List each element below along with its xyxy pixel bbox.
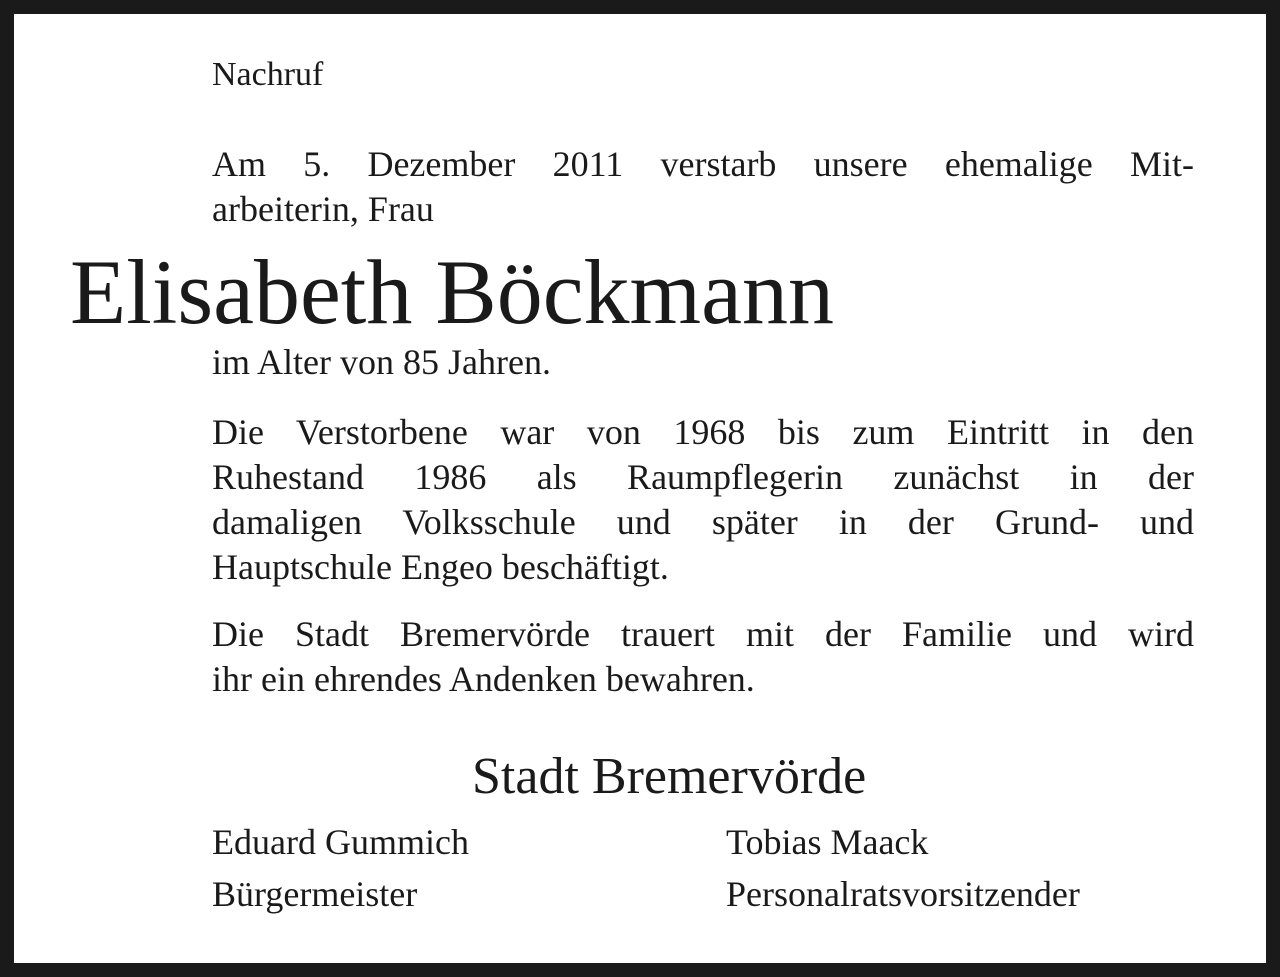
intro-line: Am 5. Dezember 2011 verstarb unsere ehemalige Mit- <box>212 144 1194 184</box>
paragraph-line: Die Verstorbene war von 1968 bis zum Eintritt in den <box>212 412 1194 452</box>
signatory-title: Bürgermeister <box>212 874 418 914</box>
signatory-name: Tobias Maack <box>726 822 929 862</box>
intro-line: arbeiterin, Frau <box>212 189 434 229</box>
signatory-title: Personalratsvorsitzender <box>726 874 1080 914</box>
paragraph-line: Ruhestand 1986 als Raumpflegerin zunächst in der <box>212 457 1194 497</box>
signatory-left <box>212 816 469 920</box>
paragraph-line: damaligen Volksschule und später in der Grund- und <box>212 502 1194 542</box>
intro-text <box>212 142 1194 232</box>
paragraph-line: Die Stadt Bremervörde trauert mit der Familie und wird <box>212 614 1194 654</box>
signatory-name: Eduard Gummich <box>212 822 469 862</box>
signatory-right <box>726 816 1080 920</box>
employment-paragraph <box>212 410 1194 590</box>
condolence-paragraph <box>212 612 1194 702</box>
organization-name: Stadt Bremervörde <box>472 748 867 805</box>
deceased-name: Elisabeth Böckmann <box>70 241 834 343</box>
notice-heading: Nachruf <box>212 56 324 93</box>
age-line: im Alter von 85 Jahren. <box>212 342 551 382</box>
paragraph-line: ihr ein ehrendes Andenken bewahren. <box>212 659 755 699</box>
paragraph-line: Hauptschule Engeo beschäftigt. <box>212 547 669 587</box>
